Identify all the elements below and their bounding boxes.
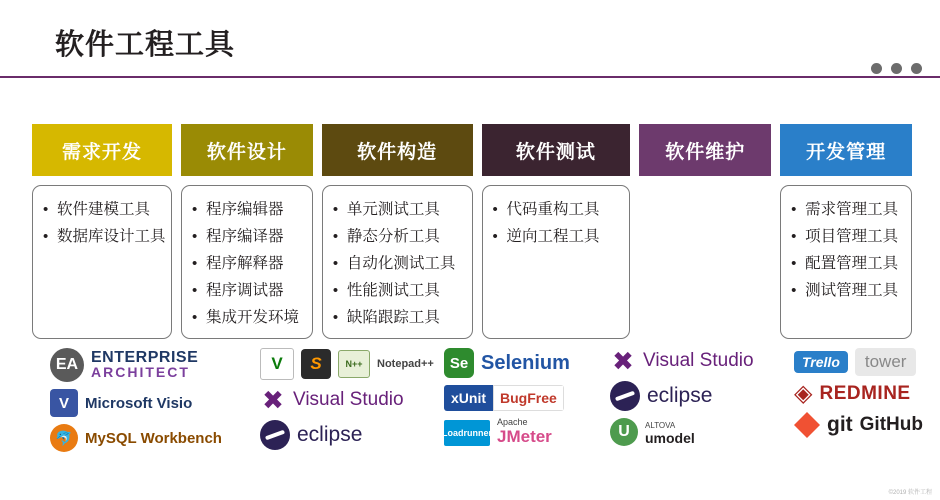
column-body-management: [780, 185, 912, 339]
visual-studio-icon: ✖: [262, 385, 284, 415]
list-item: • 静态分析工具: [333, 223, 464, 250]
logo-enterprise-architect: [50, 348, 222, 382]
trello-icon: [794, 351, 848, 373]
vim-icon: V: [260, 348, 294, 380]
list-item: • 软件建模工具: [43, 196, 163, 223]
list-item: • 程序解释器: [192, 250, 304, 277]
logo-eclipse: [260, 420, 434, 450]
logo-label: BugFree: [493, 385, 564, 411]
mysql-workbench-icon: 🐬: [50, 424, 78, 452]
logo-trello-tower: [794, 348, 923, 376]
column-body-design: [181, 185, 313, 339]
logo-microsoft-visio: [50, 389, 222, 417]
logo-editors-row: [260, 348, 434, 380]
logo-label: GitHub: [859, 414, 923, 435]
list-item: • 程序调试器: [192, 277, 304, 304]
logo-label: ENTERPRISE: [91, 349, 199, 366]
logo-label: ARCHITECT: [91, 364, 190, 380]
git-icon: [794, 412, 820, 438]
logo-group-design: [260, 348, 434, 457]
column-construction: [322, 124, 473, 339]
column-maintenance: [639, 124, 771, 176]
sublime-text-icon: S: [301, 349, 331, 379]
umodel-icon: U: [610, 418, 638, 446]
page-header: [0, 0, 940, 78]
logo-label: Apache: [497, 417, 528, 427]
header-dot-icon: [911, 63, 922, 74]
logo-gallery: [32, 346, 923, 470]
logo-loadrunner-jmeter: [444, 418, 570, 447]
redmine-icon: ◈: [794, 380, 813, 407]
visual-studio-icon: ✖: [612, 346, 634, 376]
column-testing: [482, 124, 631, 339]
logo-git-github: [794, 412, 923, 438]
logo-label: umodel: [645, 430, 695, 446]
enterprise-architect-icon: EA: [50, 348, 84, 382]
column-body-testing: [482, 185, 631, 339]
selenium-icon: Se: [444, 348, 474, 378]
logo-group-requirements: [50, 348, 222, 459]
logo-group-management: [794, 348, 923, 445]
eclipse-icon: [610, 381, 640, 411]
column-header-requirements: 需求开发: [32, 124, 172, 176]
logo-selenium: [444, 348, 570, 378]
list-item: • 配置管理工具: [791, 250, 903, 277]
logo-label: Selenium: [481, 351, 570, 374]
header-dots: [871, 63, 922, 74]
column-body-construction: [322, 185, 473, 339]
header-divider: [0, 76, 940, 78]
tower-icon: tower: [855, 348, 917, 376]
column-header-maintenance: 软件维护: [639, 124, 771, 176]
logo-label: Notepad++: [377, 358, 434, 370]
visio-icon: V: [50, 389, 78, 417]
logo-label: eclipse: [297, 423, 363, 446]
logo-label: Visual Studio: [643, 350, 754, 371]
list-item: • 项目管理工具: [791, 223, 903, 250]
logo-visual-studio: [260, 387, 434, 413]
logo-label: Visual Studio: [293, 389, 404, 410]
header-dot-icon: [871, 63, 882, 74]
list-item: • 程序编译器: [192, 223, 304, 250]
column-header-management: 开发管理: [780, 124, 912, 176]
list-item: • 代码重构工具: [493, 196, 622, 223]
logo-eclipse-2: [610, 381, 754, 411]
column-requirements: [32, 124, 172, 339]
logo-altova-umodel: [610, 418, 754, 446]
logo-mysql-workbench: [50, 424, 222, 452]
logo-visual-studio-2: [610, 348, 754, 374]
notepadpp-icon: N++: [338, 350, 370, 378]
list-item: • 自动化测试工具: [333, 250, 464, 277]
column-header-design: 软件设计: [181, 124, 313, 176]
header-dot-icon: [891, 63, 902, 74]
logo-label: ALTOVA: [645, 421, 676, 430]
column-management: [780, 124, 912, 339]
logo-label: Loadrunner: [442, 427, 493, 438]
list-item: • 逆向工程工具: [493, 223, 622, 250]
column-design: [181, 124, 313, 339]
logo-label: git: [827, 413, 853, 436]
logo-xunit-bugfree: [444, 385, 570, 411]
logo-label: eclipse: [647, 384, 713, 407]
logo-label: MySQL Workbench: [85, 429, 222, 447]
list-item: • 需求管理工具: [791, 196, 903, 223]
list-item: • 单元测试工具: [333, 196, 464, 223]
logo-group-construction: [444, 348, 570, 454]
list-item: • 集成开发环境: [192, 304, 304, 331]
logo-redmine: [794, 380, 923, 407]
logo-label: JMeter: [497, 427, 552, 446]
list-item: • 缺陷跟踪工具: [333, 304, 464, 331]
column-header-construction: 软件构造: [322, 124, 473, 176]
logo-label: Microsoft Visio: [85, 394, 193, 412]
list-item: • 程序编辑器: [192, 196, 304, 223]
process-board: [32, 124, 912, 339]
logo-label: REDMINE: [819, 383, 911, 404]
list-item: • 数据库设计工具: [43, 223, 163, 250]
hp-loadrunner-icon: [442, 420, 493, 446]
column-header-testing: 软件测试: [482, 124, 631, 176]
logo-group-testing: [610, 348, 754, 453]
list-item: • 测试管理工具: [791, 277, 903, 304]
logo-label: Trello: [802, 354, 840, 370]
column-body-requirements: [32, 185, 172, 339]
list-item: • 性能测试工具: [333, 277, 464, 304]
eclipse-icon: [260, 420, 290, 450]
logo-label: xUnit: [444, 385, 493, 411]
page-title: 软件工程工具: [55, 29, 236, 61]
footer-note: ©2019 软件工程: [888, 490, 932, 496]
